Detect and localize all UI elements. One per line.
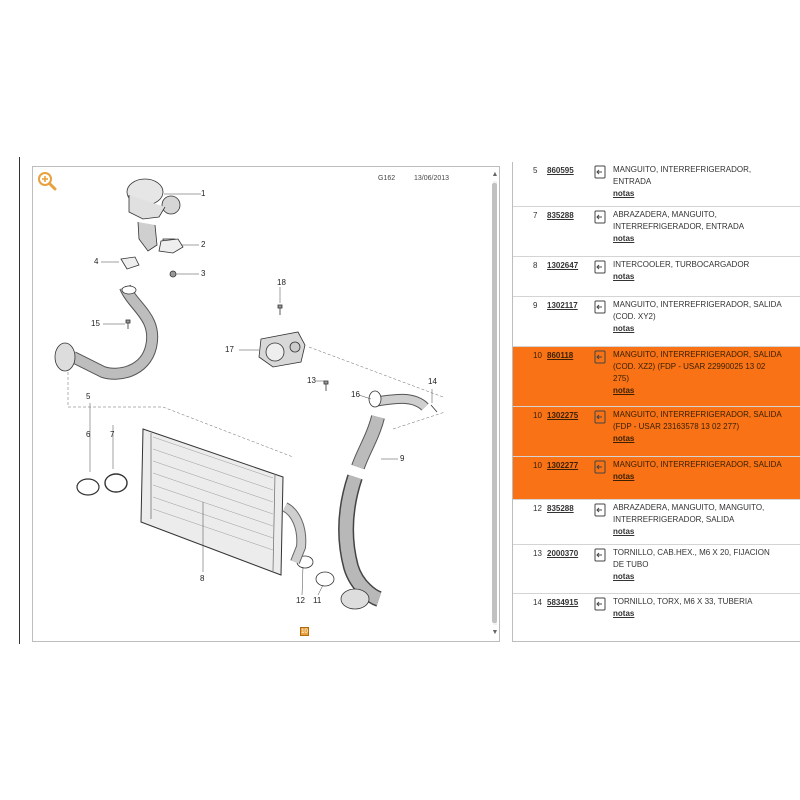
add-to-list-icon[interactable]	[594, 410, 606, 424]
diagram-code: G162	[378, 175, 396, 182]
notes-link[interactable]: notas	[613, 572, 635, 581]
diagram-date: 13/06/2013	[414, 175, 450, 182]
part-description	[613, 299, 783, 335]
add-to-list-icon[interactable]	[594, 260, 606, 274]
parts-row[interactable]	[513, 457, 800, 500]
part-description	[613, 209, 783, 245]
part-description-text: ABRAZADERA, MANGUITO, INTERREFRIGERADOR, ENTRADA	[613, 210, 745, 231]
add-to-list-icon[interactable]	[594, 210, 606, 224]
part-quantity: 13	[533, 549, 542, 558]
callout-1[interactable]: 1	[201, 189, 206, 198]
part-description	[613, 164, 783, 200]
add-to-list-icon[interactable]	[594, 597, 606, 611]
scroll-down-icon[interactable]: ▼	[491, 629, 499, 636]
part-number-link[interactable]: 5834915	[547, 598, 579, 607]
part-number-link[interactable]: 2000370	[547, 549, 579, 558]
callout-8[interactable]: 8	[200, 574, 205, 583]
part-description-text: ABRAZADERA, MANGUITO, MANGUITO, INTERREFRIGERADOR, SALIDA	[613, 503, 765, 524]
part-description-text: MANGUITO, INTERREFRIGERADOR, SALIDA (COD. XZ2) (FDP - USAR 22990025 13 02 275)	[613, 350, 782, 383]
callout-3[interactable]: 3	[201, 269, 206, 278]
callout-18[interactable]: 18	[277, 278, 286, 287]
part-description	[613, 459, 783, 483]
left-divider	[19, 157, 20, 644]
callout-17[interactable]: 17	[225, 345, 234, 354]
part-quantity: 10	[533, 411, 542, 420]
callout-14[interactable]: 14	[428, 377, 437, 386]
scroll-thumb[interactable]	[492, 183, 497, 623]
add-to-list-icon[interactable]	[594, 300, 606, 314]
part-quantity: 10	[533, 461, 542, 470]
notes-link[interactable]: notas	[613, 234, 635, 243]
part-description	[613, 547, 783, 583]
callout-16[interactable]: 16	[351, 390, 360, 399]
part-number-link[interactable]: 1302277	[547, 461, 579, 470]
parts-row[interactable]	[513, 500, 800, 545]
callout-2[interactable]: 2	[201, 240, 206, 249]
part-description	[613, 596, 783, 620]
parts-row[interactable]	[513, 257, 800, 297]
callout-12[interactable]: 12	[296, 596, 305, 605]
part-quantity: 5	[533, 166, 538, 175]
callout-7[interactable]: 7	[110, 430, 115, 439]
parts-row[interactable]	[513, 545, 800, 594]
selected-callout-marker[interactable]: 10	[301, 629, 308, 635]
part-description-text: TORNILLO, TORX, M6 X 33, TUBERIA	[613, 597, 753, 606]
parts-row[interactable]	[513, 594, 800, 642]
part-number-link[interactable]: 860118	[547, 351, 574, 360]
part-number-link[interactable]: 1302647	[547, 261, 579, 270]
notes-link[interactable]: notas	[613, 386, 635, 395]
part-description-text: MANGUITO, INTERREFRIGERADOR, SALIDA (FDP - USAR 23163578 13 02 277)	[613, 410, 782, 431]
notes-link[interactable]: notas	[613, 527, 635, 536]
add-to-list-icon[interactable]	[594, 460, 606, 474]
callout-4[interactable]: 4	[94, 257, 99, 266]
part-quantity: 7	[533, 211, 538, 220]
callout-6[interactable]: 6	[86, 430, 91, 439]
part-quantity: 14	[533, 598, 542, 607]
part-description	[613, 409, 783, 445]
parts-row[interactable]	[513, 407, 800, 457]
part-description	[613, 349, 783, 397]
callout-15[interactable]: 15	[91, 319, 100, 328]
part-description-text: MANGUITO, INTERREFRIGERADOR, SALIDA	[613, 460, 782, 469]
notes-link[interactable]: notas	[613, 472, 635, 481]
notes-link[interactable]: notas	[613, 609, 635, 618]
part-number-link[interactable]: 1302275	[547, 411, 579, 420]
part-number-link[interactable]: 1302117	[547, 301, 578, 310]
diagram-scrollbar[interactable]	[491, 171, 499, 637]
parts-row[interactable]	[513, 297, 800, 347]
callout-5[interactable]: 5	[86, 392, 91, 401]
part-description	[613, 259, 783, 283]
notes-link[interactable]: notas	[613, 434, 635, 443]
parts-list-panel	[512, 162, 800, 642]
parts-row[interactable]	[513, 162, 800, 207]
scroll-up-icon[interactable]: ▲	[491, 171, 499, 178]
notes-link[interactable]: notas	[613, 189, 635, 198]
part-number-link[interactable]: 860595	[547, 166, 574, 175]
part-quantity: 12	[533, 504, 542, 513]
part-description-text: INTERCOOLER, TURBOCARGADOR	[613, 260, 750, 269]
notes-link[interactable]: notas	[613, 272, 635, 281]
part-description-text: MANGUITO, INTERREFRIGERADOR, SALIDA (COD. XY2)	[613, 300, 782, 321]
part-quantity: 8	[533, 261, 538, 270]
callout-13[interactable]: 13	[307, 376, 316, 385]
callout-9[interactable]: 9	[400, 454, 405, 463]
part-quantity: 10	[533, 351, 542, 360]
part-description	[613, 502, 783, 538]
part-number-link[interactable]: 835288	[547, 211, 574, 220]
parts-illustration	[33, 167, 491, 641]
notes-link[interactable]: notas	[613, 324, 635, 333]
part-number-link[interactable]: 835288	[547, 504, 574, 513]
parts-row[interactable]	[513, 347, 800, 407]
part-description-text: MANGUITO, INTERREFRIGERADOR, ENTRADA	[613, 165, 752, 186]
add-to-list-icon[interactable]	[594, 165, 606, 179]
add-to-list-icon[interactable]	[594, 350, 606, 364]
part-description-text: TORNILLO, CAB.HEX., M6 X 20, FIJACION DE TUBO	[613, 548, 770, 569]
exploded-diagram-panel	[32, 166, 500, 642]
add-to-list-icon[interactable]	[594, 548, 606, 562]
part-quantity: 9	[533, 301, 538, 310]
parts-row[interactable]	[513, 207, 800, 257]
callout-11[interactable]: 11	[313, 596, 322, 605]
add-to-list-icon[interactable]	[594, 503, 606, 517]
